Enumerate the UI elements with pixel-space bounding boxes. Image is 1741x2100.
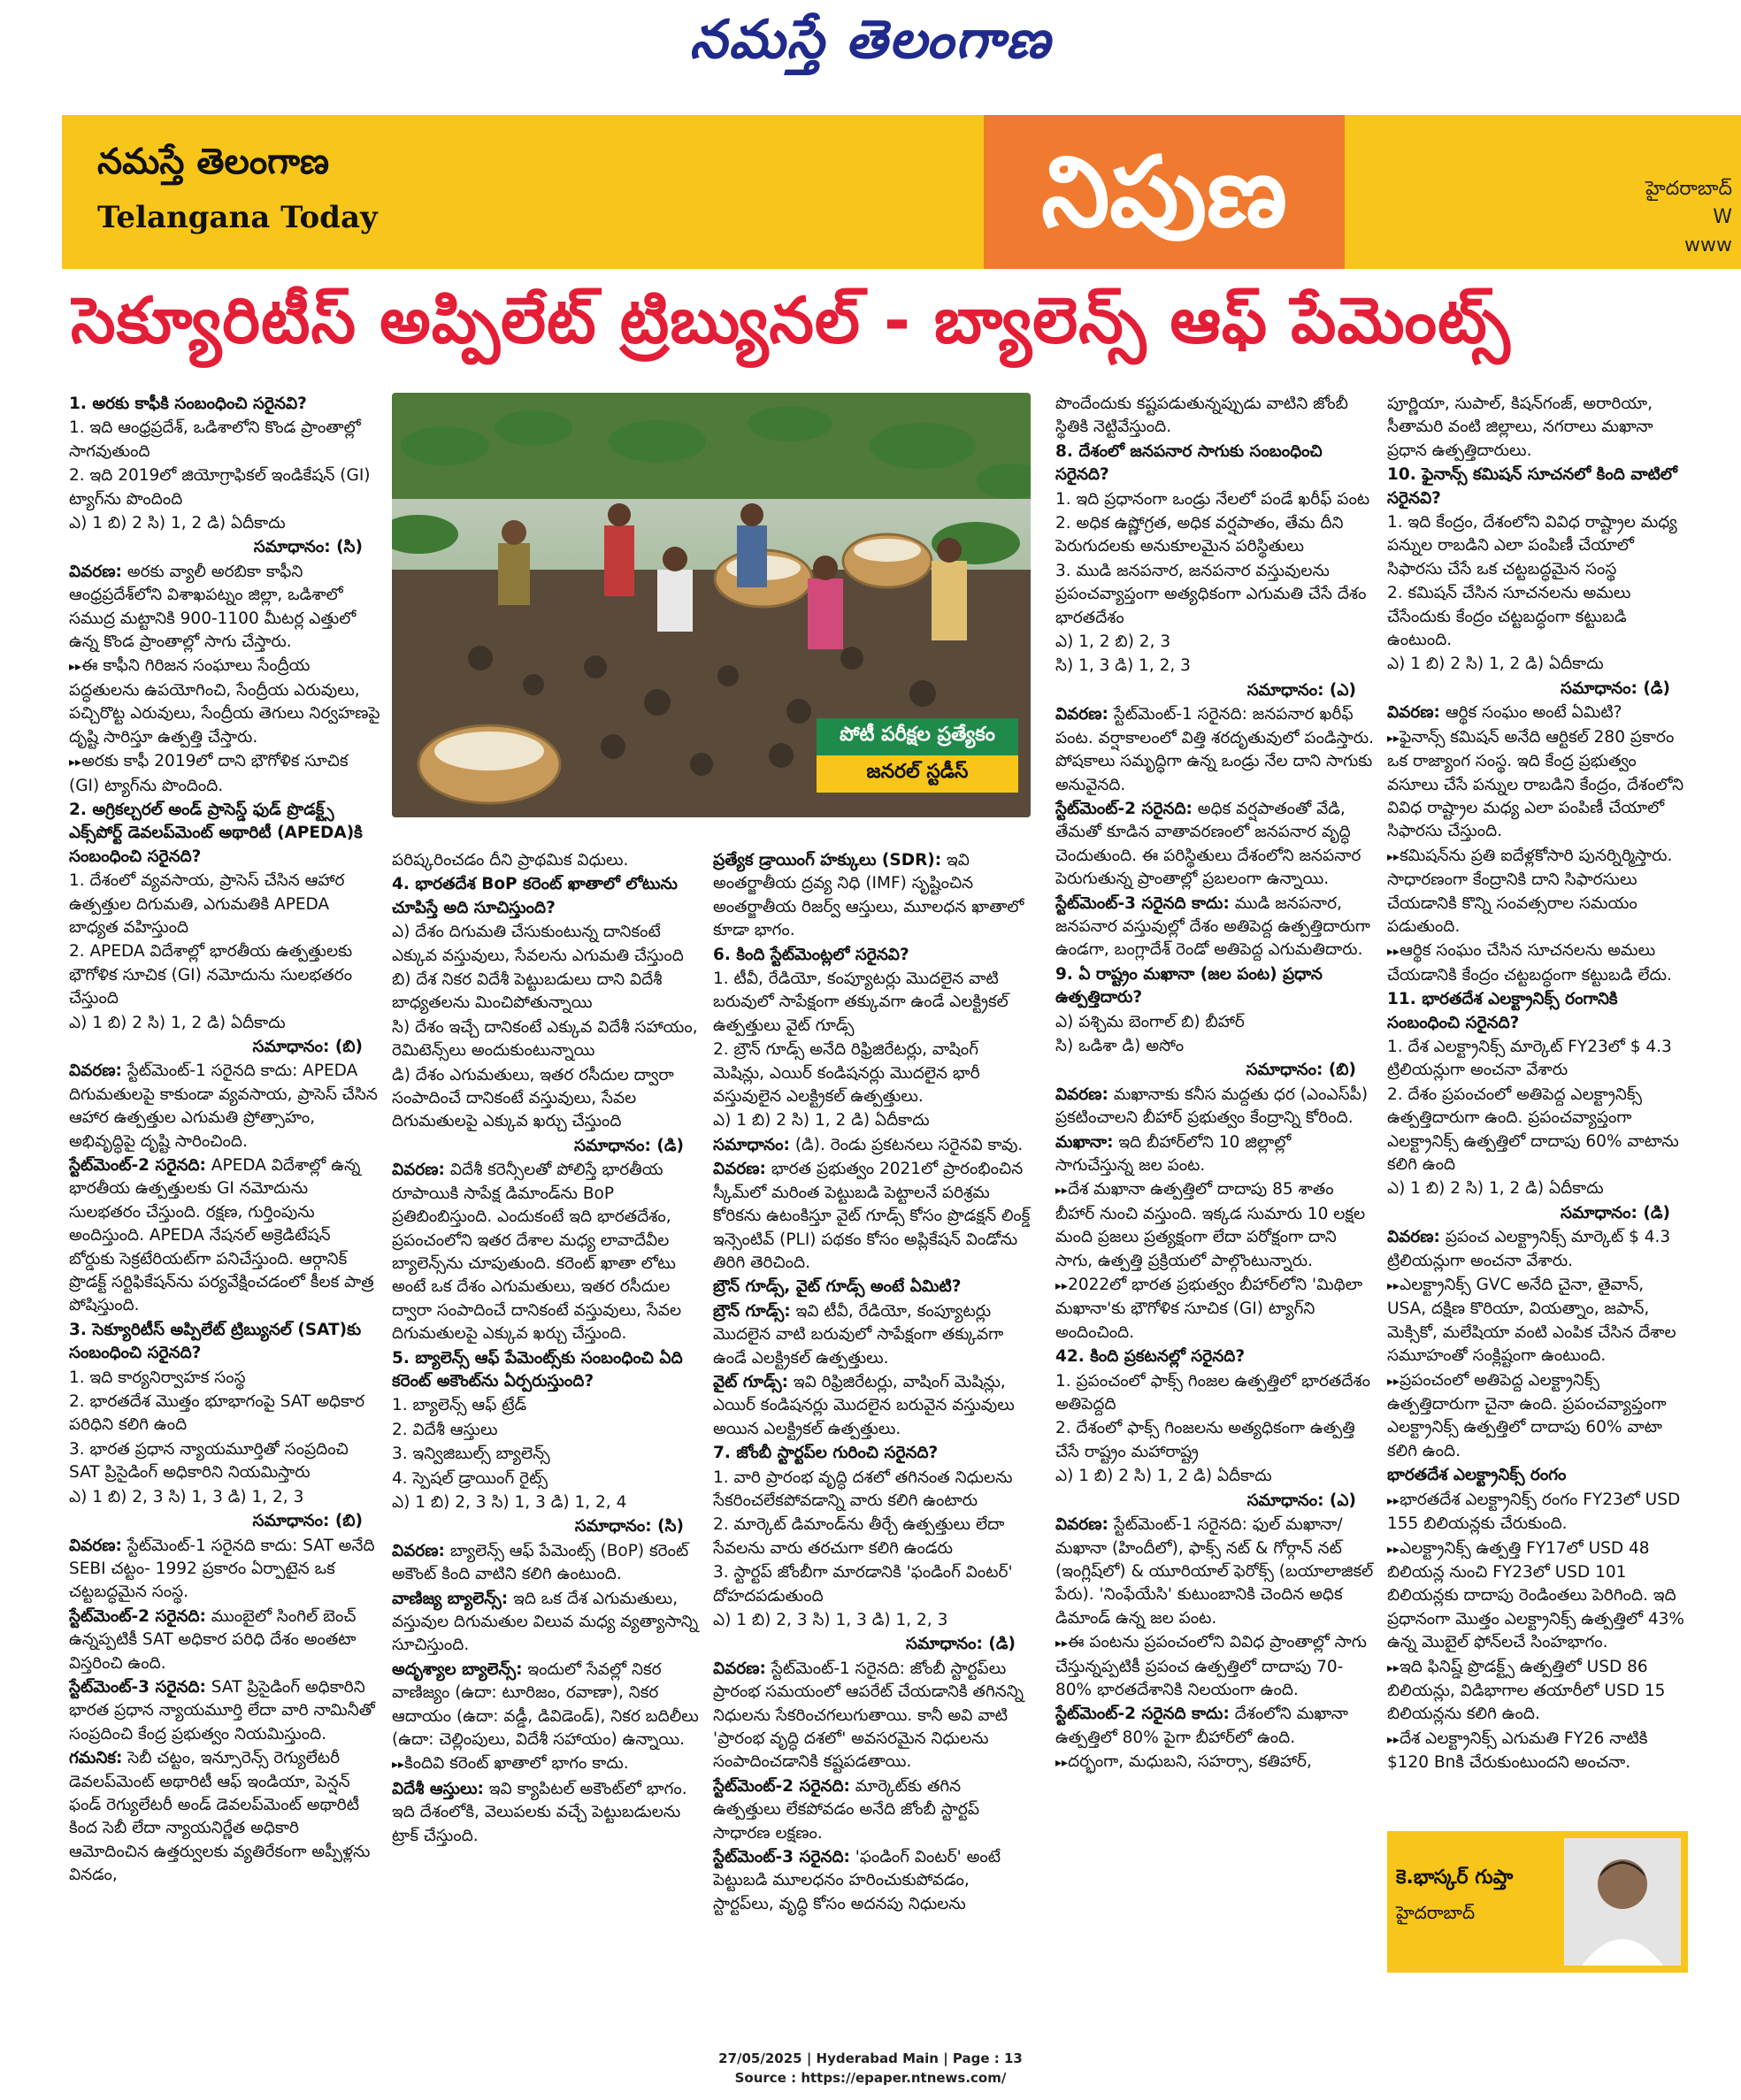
text-line: పరిష్కరించడం దీని ప్రాథమిక విధులు. (392, 851, 629, 870)
text-line: 2. ఇది 2019లో జియోగ్రాఫికల్ ఇండికేషన్ (GI) ట్యాగ్‌ను పొందింది (69, 466, 371, 509)
question: 8. దేశంలో జనపనార సాగుకు సంబంధించి సరైనది? (1055, 441, 1323, 485)
brand-english: Telangana Today (97, 200, 378, 235)
bullet-point: ▸▸ కిందివి కరెంట్ ఖాతాలో భాగం కాదు. (392, 1752, 702, 1776)
explanation (1055, 1514, 1374, 1630)
text-line: ఎ) 1 బి) 2 సి) 1, 2 డి) ఏదీకాదు (1055, 1467, 1272, 1486)
label-text: భారత ప్రభుత్వం 2021లో ప్రారంభించిన స్కీమ్‌లో మరింత పెట్టుబడి పెట్టాలనే పరిశ్రమ కోరికను ఉటంకిస్తూ వైట్ గూడ్స్ కోసం ప్రొడక్షన్ లింక్డ్ ఇన్సెంటివ్ (PLI) పథకం కోసం అప్లికేషన్ విండోను తిరిగి తెరిచింది. (713, 1160, 1031, 1272)
bullet-point: ▸▸ భారతదేశ ఎలక్ట్రానిక్స్ రంగం FY23లో USD 155 బిలియన్లకు చేరుకుంది. (1387, 1489, 1688, 1537)
label: వాణిజ్య బ్యాలెన్స్: (392, 1589, 509, 1608)
label: వివరణ: (713, 1160, 766, 1179)
question: 9. ఏ రాష్ట్రం మఖానా (జల పంట) ప్రధాన ఉత్పత్తిదారు? (1055, 964, 1323, 1008)
column-5 (1387, 393, 1688, 1808)
question: 42. కింది ప్రకటనల్లో సరైనది? (1055, 1347, 1246, 1367)
text-line: 1. ప్రపంచంలో ఫాక్స్ గింజల ఉత్పత్తిలో భారతదేశం అతిపెద్దది (1055, 1371, 1370, 1414)
explanation (1055, 893, 1374, 962)
label: వివరణ: (1055, 1515, 1108, 1535)
bullet-point: ▸▸ దర్భంగా, మధుబని, సహర్సా, కతిహార్, (1055, 1751, 1374, 1774)
question: 6. కింది స్టేట్‌మెంట్లలో సరైనవి? (713, 945, 909, 964)
text-line: 3. ఇన్విజిబుల్స్ బ్యాలెన్స్ (392, 1445, 550, 1464)
question: 11. భారతదేశ ఎలక్ట్రానిక్స్ రంగానికి సంబంధించి సరైనది? (1387, 990, 1618, 1032)
text-line: 2. అధిక ఉష్ణోగ్రత, అధిక వర్షపాతం, తేమ దీని పెరుగుదలకు అనుకూలమైన పరిస్థితులు (1055, 514, 1344, 556)
explanation (69, 1676, 380, 1746)
text-line: ఎ) 1 బి) 2, 3 సి) 1, 3 డి) 1, 2, 3 (69, 1487, 304, 1506)
section-name: నిపుణ (984, 115, 1345, 269)
label: వివరణ: (1387, 703, 1440, 723)
text-line: 1. దేశ ఎలక్ట్రానిక్స్ మార్కెట్ FY23లో $ 4.3 ట్రిలియన్లుగా అంచనా వేశారు (1387, 1037, 1672, 1080)
label: స్టేట్‌మెంట్-2 సరైనది: (1055, 799, 1193, 818)
explanation (713, 1134, 1033, 1157)
bullet-point: ▸▸ దేశ ఎలక్ట్రానిక్స్ ఎగుమతి FY26 నాటికి $120 Bnకి చేరుకుంటుందని అంచనా. (1387, 1728, 1688, 1775)
text-line: సి) 1, 3 డి) 1, 2, 3 (1055, 656, 1191, 676)
label-text: బ్యాలెన్స్ ఆఫ్ పేమెంట్స్ (BoP) కరెంట్ అకౌంట్ కింది వాటిని కలిగి ఉంటుంది. (392, 1541, 689, 1584)
text-line: సి) దేశం ఇచ్చే దానికంటే ఎక్కువ విదేశీ సహాయం, రెమిటెన్స్‌లు అందుకుంటున్నాయి (392, 1017, 698, 1061)
text-line: ఎ) 1 బి) 2 సి) 1, 2 డి) ఏదీకాదు (69, 514, 286, 533)
answer: సమాధానం: (ఎ) (1246, 680, 1356, 700)
brand-logos (97, 142, 378, 235)
column-1 (69, 393, 380, 1976)
label-text: స్టేట్‌మెంట్-1 సరైనది: జోంబీ స్టార్టప్‌లు ప్రారంభ సమయంలో ఆపరేట్ చేయడానికి తగినన్ని నిధులను సేకరించగలుగుతాయి. కానీ అవి వాటి 'ప్రారంభ వృద్ధి దశలో' అవసరమైన నిధులను సంపాదించడానికి కష్టపడతాయి. (713, 1659, 1024, 1772)
text-line: 1. దేశంలో వ్యవసాయ, ప్రాసెస్ చేసిన ఆహార ఉత్పత్తుల దిగుమతి, ఎగుమతికి APEDA బాధ్యత వహిస్తుంది (69, 871, 345, 937)
text-line: ఎ) 1 బి) 2, 3 సి) 1, 3 డి) 1, 2, 3 (713, 1611, 948, 1629)
headline: సెక్యూరిటీస్ అప్పిలేట్ ట్రిబ్యునల్ - బ్యాలెన్స్ ఆఫ్ పేమెంట్స్ (71, 283, 1511, 357)
text-line: 1. ఇది కేంద్రం, దేశంలోని వివిధ రాష్ట్రాల మధ్య పన్నుల రాబడిని ఎలా పంపిణీ చేయాలో సిఫారసు చేసే ఒక చట్టబద్ధమైన సంస్థ (1387, 513, 1677, 579)
photo-tag (817, 718, 1018, 793)
text-line: 2. బ్రౌన్ గూడ్స్ అనేది రిఫ్రిజిరేటర్లు, వాషింగ్ మెషిన్లు, ఎయిర్ కండిషనర్లు మొదలైన భారీ వస్తువులైన ఎలక్ట్రికల్ ఉత్పత్తులు. (713, 1040, 980, 1107)
label-text: స్టేట్‌మెంట్-1 సరైనది కాదు: APEDA దిగుమతులపై కాకుండా వ్యవసాయ, ప్రాసెస్ చేసిన ఆహార ఉత్పత్తుల ఎగుమతి ప్రోత్సాహం, అభివృద్ధిపై దృష్టి సారించింది. (69, 1061, 378, 1151)
label: అదృశ్యాల బ్యాలెన్స్: (392, 1659, 523, 1679)
explanation (713, 1158, 1033, 1275)
bullet-point: ▸▸ ఈ పంటను ప్రపంచంలోని వివిధ ప్రాంతాల్లో సాగు చేస్తున్నప్పటికీ ప్రపంచ ఉత్పత్తిలో దాదాపు 70-80% భారతదేశానికి నిలయంగా ఉంది. (1055, 1631, 1374, 1702)
label-text: విదేశీ కరెన్సీలతో పోలిస్తే భారతీయ రూపాయికి సాపేక్ష డిమాండ్‌ను BoP ప్రతిబింబిస్తుంది. ఎందుకంటే ఇది భారతదేశం, ప్రపంచంలోని ఇతర దేశాల మధ్య లావాదేవీల బ్యాలెన్స్‌ను చూపుతుంది. కరెంట్ ఖాతా లోటు అంటే ఒక దేశం ఎగుమతులు, ఇతర రసీదుల ద్వారా సంపాదించే దానికంటే వస్తువులు, సేవల దిగుమతులపై ఎక్కువ ఖర్చు చేస్తుంది. (392, 1161, 682, 1344)
text-line: 3. స్టార్టప్ జోంబీగా మారడానికి 'ఫండింగ్ వింటర్' దోహదపడుతుంది (713, 1563, 1013, 1606)
label-text: ఇవి అంతర్జాతీయ ద్రవ్య నిధి (IMF) సృష్టించిన అంతర్జాతీయ రిజర్వ్ ఆస్తులు, మూలధన ఖాతాలో కూడా భాగం. (713, 851, 1024, 940)
label-text: దేశంలోని మఖానా ఉత్పత్తిలో 80% పైగా బీహార్‌లో ఉంది. (1055, 1705, 1348, 1747)
label-text: ఆర్థిక సంఘం అంటే ఏమిటి? (1439, 703, 1622, 723)
label-text: ముంబైలో సింగిల్ బెంచ్ ఉన్నప్పటికీ SAT అధికార పరిధి దేశం అంతటా విస్తరించి ఉంది. (69, 1606, 357, 1673)
bullet-point: ▸▸ కమిషన్‌ను ప్రతి ఐదేళ్లకోసారి పునర్నిర్మిస్తారు. సాధారణంగా కేంద్రానికి దాని సిఫారసులు చేయడానికి కొన్ని సంవత్సరాల సమయం పడుతుంది. (1387, 845, 1688, 939)
explanation (713, 1300, 1033, 1370)
text-line: డి) దేశం ఎగుమతులు, ఇతర రసీదుల ద్వారా సంపాదించే దానికంటే వస్తువులు, సేవల దిగుమతులపై ఎక్కువ ఖర్చు చేస్తుంది (392, 1065, 674, 1131)
explanation (713, 1371, 1033, 1441)
label: వైట్ గూడ్స్: (713, 1372, 788, 1391)
text-line: 2. విదేశీ ఆస్తులు (392, 1420, 498, 1439)
text-line: ఎ) పశ్చిమ బెంగాల్ బి) బీహార్ (1055, 1012, 1245, 1031)
label: వివరణ: (69, 1061, 122, 1081)
text-line: ఎ) దేశం దిగుమతి చేసుకుంటున్న దానికంటే ఎక్కువ వస్తువులు, సేవలను ఎగుమతి చేస్తుంది (392, 923, 684, 965)
label: వివరణ: (1387, 1228, 1440, 1247)
text-line: ఎ) 1 బి) 2 సి) 1, 2 డి) ఏదీకాదు (713, 1111, 930, 1130)
label: విదేశీ ఆస్తులు: (392, 1779, 484, 1798)
explanation (69, 1606, 380, 1675)
explanation (713, 1775, 1033, 1845)
label-text: అధిక వర్షపాతంతో వేడి, తేమతో కూడిన వాతావరణంలో జనపనార వృద్ధి చెందుతుంది. ఈ పరిస్థితులు దేశంలోని జనపనార పెరుగుతున్న ప్రాంతాల్లో ప్రబలంగా ఉన్నాయి. (1055, 799, 1361, 889)
label-text: 'ఫండింగ్ వింటర్' అంటే పెట్టుబడి మూలధనం హరించుకుపోవడం, స్టార్టప్‌లు, వృద్ధి కోసం అదనపు నిధులను (713, 1848, 1001, 1913)
text-line: 2. దేశంలో ఫాక్స్ గింజలను అత్యధికంగా ఉత్పత్తి చేసే రాష్ట్రం మహారాష్ట్ర (1055, 1419, 1355, 1461)
author-box (1387, 1831, 1688, 1973)
explanation (392, 1659, 702, 1752)
answer: సమాధానం: (డి) (574, 1136, 684, 1155)
label: వివరణ: (392, 1161, 445, 1180)
question: 2. అగ్రికల్చరల్ అండ్ ప్రాసెస్డ్ ఫుడ్ ప్రొడక్ట్స్ ఎక్స్‌పోర్ట్ డెవలప్‌మెంట్ అథారిటీ (APEDA)కి సంబంధించి సరైనది? (69, 800, 363, 866)
explanation (392, 1778, 702, 1848)
answer: సమాధానం: (బి) (252, 1512, 363, 1531)
label-text: APEDA విదేశాల్లో ఉన్న భారతీయ ఉత్పత్తులకు GI నమోదును సులభతరం చేస్తుంది. రక్షణ, గుర్తింపును అందిస్తుంది. APEDA నేషనల్ అక్రెడిటేషన్ బోర్డుకు సెక్రటేరియట్‌గా పనిచేస్తుంది. ఆర్గానిక్ ప్రొడక్ట్ సర్టిఫికేషన్‌ను పర్యవేక్షించడంలో కీలక పాత్ర పోషిస్తుంది. (69, 1156, 374, 1315)
answer: సమాధానం: (ఎ) (1246, 1491, 1356, 1510)
label-text: స్టేట్‌మెంట్-1 సరైనది: ఫుల్ మఖానా/ మఖానా (హిందీలో), ఫాక్స్ నట్ & గోర్గాన్ నట్ (ఇంగ్లిష్‌లో) & యూరియాల్ ఫెరోక్స్ (బయాలాజికల్ పేరు). 'నింఫేయేసి' కుటుంబానికి చెందిన అధిక డిమాండ్ ఉన్న జల పంట. (1055, 1515, 1374, 1628)
label-text: స్టేట్‌మెంట్-1 సరైనది కాదు: SAT అనేది SEBI చట్టం- 1992 ప్రకారం ఏర్పాటైన ఒక చట్టబద్ధమైన సంస్థ. (69, 1536, 375, 1602)
explanation (392, 1159, 702, 1345)
text-line: 2. భారతదేశ మొత్తం భూభాగంపై SAT అధికార పరిధిని కలిగి ఉంది (69, 1392, 365, 1435)
bullet-point: ▸▸ ఫైనాన్స్ కమిషన్ అనేది ఆర్టికల్ 280 ప్రకారం ఒక రాజ్యాంగ సంస్థ. ఇది కేంద్ర ప్రభుత్వం వసూలు చేసే పన్నుల రాబడిని కేంద్రం, దేశంలోని వివిధ రాష్ట్రాల మధ్య ఎలా పంపిణీ చేయాలో సిఫారసు చేస్తుంది. (1387, 726, 1688, 844)
explanation (1055, 1703, 1374, 1750)
banner-right-text: హైదరాబాద్ W www (1645, 178, 1732, 257)
bullet-point: ▸▸ ఈ కాఫీని గిరిజన సంఘాలు సేంద్రీయ పద్ధతులను ఉపయోగించి, సేంద్రీయ ఎరువులు, పచ్చిరొట్ట ఎరువులు, సేంద్రీయ తెగులు నిర్వహణపై దృష్టి సారిస్తూ ఉత్పత్తి చేస్తారు. (69, 655, 380, 749)
column-3 (713, 849, 1033, 1977)
explanation (69, 1060, 380, 1153)
explanation (1055, 1084, 1374, 1130)
label: స్టేట్‌మెంట్-2 సరైనది: (713, 1776, 850, 1796)
answer: సమాధానం: (డి) (1561, 678, 1670, 698)
explanation (1387, 1226, 1688, 1273)
text-line: సి) ఒడిశా డి) అసోం (1055, 1036, 1185, 1055)
label: వివరణ: (1055, 1084, 1108, 1104)
text-line: ఎ) 1 బి) 2 సి) 1, 2 డి) ఏదీకాదు (1387, 1179, 1604, 1199)
bullet-point: ▸▸ ప్రపంచంలో అతిపెద్ద ఎలక్ట్రానిక్స్ ఉత్పత్తిదారుగా చైనా ఉంది. ప్రపంచవ్యాప్తంగా ఎలక్ట్రానిక్స్ ఉత్పత్తిలో దాదాపు 60% వాటా కలిగి ఉంది. (1387, 1369, 1688, 1464)
column-4 (1055, 393, 1374, 1976)
question: 4. భారతదేశ BoP కరెంట్ ఖాతాలో లోటును చూపిస్తే అది సూచిస్తుంది? (392, 875, 678, 917)
answer: సమాధానం: (డి) (1561, 1203, 1670, 1222)
text-line: బి) దేశ నికర విదేశీ పెట్టుబడులు దాని విదేశీ బాధ్యతలను మించిపోతున్నాయి (392, 970, 663, 1013)
answer: సమాధానం: (బి) (252, 1037, 363, 1056)
text-line: పొందేందుకు కష్టపడుతున్నప్పుడు వాటిని జోంబీ స్థితికి నెట్టివేస్తుంది. (1055, 395, 1348, 437)
answer: సమాధానం: (సి) (253, 538, 363, 557)
label: ప్రత్యేక డ్రాయింగ్ హక్కులు (SDR): (713, 851, 942, 870)
page-edge (1727, 265, 1741, 1946)
question: 10. ఫైనాన్స్ కమిషన్ సూచనలో కింది వాటిలో సరైనవి? (1387, 465, 1677, 508)
explanation (392, 1540, 702, 1587)
tag-general-studies: జనరల్ స్టడీస్ (817, 755, 1018, 793)
label-text: ఇవి క్యాపిటల్ అకౌంట్‌లో భాగం. ఇది దేశంలోకి, వెలుపలకు వచ్చే పెట్టుబడులను ట్రాక్ చేస్తుంది. (392, 1779, 687, 1845)
explanation (713, 1846, 1033, 1916)
text-line: 2. దేశం ప్రపంచంలో అతిపెద్ద ఎలక్ట్రానిక్స్ ఉత్పత్తిదారుగా ఉంది. ప్రపంచవ్యాప్తంగా ఎలక్ట్రానిక్స్ ఉత్పత్తిలో దాదాపు 60% వాటాను కలిగి ఉంది (1387, 1084, 1679, 1174)
label-text: మఖానాకు కనీస మద్దతు ధర (ఎంఎస్‌పీ) ప్రకటించాలని బీహార్ ప్రభుత్వం కేంద్రాన్ని కోరింది. (1055, 1084, 1369, 1128)
text-line: 1. ఇది ఆంధ్రప్రదేశ్, ఒడిశాలోని కొండ ప్రాంతాల్లో సాగవుతుంది (69, 418, 361, 461)
footer (0, 2049, 1741, 2088)
label: స్టేట్‌మెంట్-3 సరైనది: (713, 1848, 850, 1867)
label-text: ఇది ఒక దేశ ఎగుమతులు, వస్తువుల దిగుమతుల విలువ మధ్య వ్యత్యాసాన్ని సూచిస్తుంది. (392, 1589, 699, 1655)
answer: సమాధానం: (సి) (574, 1517, 684, 1537)
masthead-title: నమస్తే తెలంగాణ (689, 9, 1052, 71)
bullet-point: ▸▸ ఎలక్ట్రానిక్స్ GVC అనేది చైనా, తైవాన్, USA, దక్షిణ కొరియా, వియత్నాం, జపాన్, మెక్సికో, మలేషియా వంటి ఎంపిక చేసిన దేశాల సమూహంతో సంక్లిష్టంగా ఉంటుంది. (1387, 1274, 1688, 1368)
label: వివరణ: (69, 562, 122, 581)
explanation (69, 561, 380, 655)
author-city: హైదరాబాద్ (1396, 1902, 1476, 1923)
footer-date-line: 27/05/2025 | Hyderabad Main | Page : 13 (718, 2050, 1023, 2066)
explanation (1055, 703, 1374, 797)
text-line: 3. భారత ప్రధాన న్యాయమూర్తితో సంప్రదించి SAT ప్రిసైడింగ్ అధికారిని నియమిస్తారు (69, 1439, 349, 1483)
answer: సమాధానం: (డి) (906, 1635, 1016, 1654)
text-line: 2. మార్కెట్ డిమాండ్‌ను తీర్చే ఉత్పత్తులు లేదా సేవలను వారు తరచుగా కలిగి ఉండరు (713, 1515, 1005, 1558)
text-line: పూర్ణియా, సుపాల్, కిషన్‌గంజ్, అరారియా, సీతామరి వంటి జిల్లాలు, నగరాలు మఖానా ప్రధాన ఉత్పత్తిదారులు. (1387, 395, 1653, 460)
label: స్టేట్‌మెంట్-2 సరైనది కాదు: (1055, 1705, 1230, 1724)
label: గమనిక: (69, 1749, 123, 1768)
label-text: ప్రపంచ ఎలక్ట్రానిక్స్ మార్కెట్ $ 4.3 ట్రిలియన్లుగా అంచనా వేశారు. (1387, 1228, 1671, 1270)
label: మఖానా: (1055, 1132, 1114, 1152)
label-text: SAT ప్రిసైడింగ్ అధికారిని భారత ప్రధాన న్యాయమూర్తి లేదా వారి నామినీతో సంప్రదించి కేంద్ర ప్రభుత్వం నియమిస్తుంది. (69, 1677, 375, 1744)
label: వివరణ: (1055, 705, 1108, 724)
label-text: స్టేట్‌మెంట్-1 సరైనది: జనపనార ఖరీఫ్ పంట. వర్షాకాలంలో విత్తి శరదృతువులో పండిస్తారు. పోషకాలు సమృద్ధిగా ఉన్న ఒండ్రు నేల దాని సాగుకు అనువైనది. (1055, 705, 1374, 794)
label-text: ముడి జనపనార, జనపనార వస్తువుల్లో దేశం అతిపెద్ద ఉత్పత్తిదారుగా ఉండగా, బంగ్లాదేశ్ రెండో అతిపెద్ద ఎగుమతిదారు. (1055, 893, 1370, 960)
label-text: మార్కెట్‌కు తగిన ఉత్పత్తులు లేకపోవడం అనేది జోంబీ స్టార్టప్ సాధారణ లక్షణం. (713, 1776, 979, 1843)
section-banner (62, 115, 1741, 269)
label: స్టేట్‌మెంట్-3 సరైనది: (69, 1677, 206, 1697)
text-line: 1. వారి ప్రారంభ వృద్ధి దశలో తగినంత నిధులను సేకరించలేకపోవడాన్ని వారు కలిగి ఉంటారు (713, 1468, 1013, 1510)
text-line: 1. ఇది కార్యనిర్వాహక సంస్థ (69, 1368, 246, 1387)
text-line: ఎ) 1 బి) 2, 3 సి) 1, 3 డి) 1, 2, 4 (392, 1492, 627, 1512)
brand-telugu: నమస్తే తెలంగాణ (97, 142, 330, 182)
bullet-point: ▸▸ 2022లో భారత ప్రభుత్వం బీహార్‌లోని 'మిథిలా మఖానా'కు భౌగోళిక సూచిక (GI) ట్యాగ్‌ని అందించింది. (1055, 1274, 1374, 1345)
label: స్టేట్‌మెంట్-2 సరైనది: (69, 1156, 206, 1175)
column-2 (392, 849, 702, 1977)
bullet-point: ▸▸ ఆర్థిక సంఘం చేసిన సూచనలను అమలు చేయడానికి కేంద్రం చట్టబద్ధంగా కట్టుబడి లేదు. (1387, 939, 1688, 987)
answer: సమాధానం: (బి) (1246, 1061, 1356, 1080)
bullet-point: ▸▸ దేశ మఖానా ఉత్పత్తిలో దాదాపు 85 శాతం బీహార్ నుంచి వస్తుంది. ఇక్కడ సుమారు 10 లక్షల మంది ప్రజలు ప్రత్యక్షంగా లేదా పరోక్షంగా దాని సాగు, ఉత్పత్తి ప్రక్రియలో పాల్గొంటున్నారు. (1055, 1178, 1374, 1273)
explanation (69, 1535, 380, 1605)
question: 5. బ్యాలెన్స్ ఆఫ్ పేమెంట్స్‌కు సంబంధించి ఏది కరెంట్ అకౌంట్‌ను ఏర్పరుస్తుంది? (392, 1348, 683, 1391)
explanation (69, 1747, 380, 1887)
text-line: 2. కమిషన్ చేసిన సూచనలను అమలు చేసేందుకు కేంద్రం చట్టబద్ధంగా కట్టుబడి ఉంటుంది. (1387, 584, 1631, 650)
avatar-icon (1564, 1838, 1681, 1966)
text-line: 4. స్పెషల్ డ్రాయింగ్ రైట్స్ (392, 1468, 548, 1488)
tag-competitive-exams: పోటీ పరీక్షల ప్రత్యేకం (817, 718, 1018, 755)
text-line: ఎ) 1 బి) 2 సి) 1, 2 డి) ఏదీకాదు (69, 1013, 286, 1032)
label-text: ఇందులో సేవల్లో నికర వాణిజ్యం (ఉదా: టూరిజం, రవాణా), నికర ఆదాయం (ఉదా: వడ్డీ, డివిడెండ్), నికర బదిలీలు (ఉదా: చెల్లింపులు, విదేశీ సహాయం) ఉన్నాయి. (392, 1659, 699, 1750)
bullet-point: ▸▸ ఇది ఫినిష్డ్ ప్రొడక్ట్స్ ఉత్పత్తిలో USD 86 బిలియన్లు, విడిభాగాల తయారీలో USD 15 బిలియన్లను కలిగి ఉంది. (1387, 1656, 1688, 1727)
author-name: కె.భాస్కర్ గుప్తా (1396, 1866, 1514, 1889)
explanation (69, 1154, 380, 1318)
explanation (1055, 798, 1374, 892)
question: 3. సెక్యూరిటీస్ అప్పిలేట్ ట్రిబ్యునల్ (SAT)కు సంబంధించి సరైనది? (69, 1320, 362, 1363)
text-line: 2. APEDA విదేశాల్లో భారతీయ ఉత్పత్తులకు భౌగోళిక సూచిక (GI) నమోదును సులభతరం చేస్తుంది (69, 942, 353, 1008)
text-line: 1. టీవీ, రేడియో, కంప్యూటర్లు మొదలైన వాటి బరువులో సాపేక్షంగా తక్కువగా ఉండే ఎలక్ట్రికల్ ఉత్పత్తులు వైట్ గూడ్స్ (713, 970, 1009, 1035)
label-text: ఇవి టీవీ, రేడియో, కంప్యూటర్లు మొదలైన వాటి బరువులో సాపేక్షంగా తక్కువగా ఉండే ఎలక్ట్రికల్ ఉత్పత్తులు. (713, 1301, 1004, 1368)
explanation (1055, 1131, 1374, 1178)
text-line: ఎ) 1, 2 బి) 2, 3 (1055, 632, 1171, 652)
label-text: ఇది బీహార్‌లోని 10 జిల్లాల్లో సాగుచేస్తున్న జల పంట. (1055, 1132, 1292, 1175)
footer-source-line: Source : https://epaper.ntnews.com/ (734, 2070, 1007, 2086)
text-line: 1. ఇది ప్రధానంగా ఒండ్రు నేలలో పండే ఖరీఫ్ పంట (1055, 489, 1370, 509)
author-photo (1564, 1838, 1681, 1966)
label: స్టేట్‌మెంట్-2 సరైనది: (69, 1606, 206, 1626)
label: స్టేట్‌మెంట్-3 సరైనది కాదు: (1055, 893, 1230, 913)
label: వివరణ: (713, 1659, 766, 1678)
text-line: 3. ముడి జనపనార, జనపనార వస్తువులను ప్రపంచవ్యాప్తంగా అత్యధికంగా ఎగుమతి చేసే దేశం భారతదేశం (1055, 561, 1367, 627)
text-line: 1. బ్యాలెన్స్ ఆఫ్ ట్రేడ్ (392, 1396, 527, 1415)
explanation (392, 1588, 702, 1658)
question: బ్రౌన్ గూడ్స్, వైట్ గూడ్స్ అంటే ఏమిటి? (713, 1277, 962, 1297)
label-text: ఇవి రిఫ్రిజిరేటర్లు, వాషింగ్ మెషిన్లు, ఎయిర్ కండిషనర్లు మొదలైన బరువైన వస్తువులు అయిన ఎలక్ట్రికల్ ఉత్పత్తులు. (713, 1372, 1015, 1438)
explanation (713, 849, 1033, 943)
question: భారతదేశ ఎలక్ట్రానిక్స్ రంగం (1387, 1466, 1567, 1485)
masthead (0, 0, 1741, 88)
label: వివరణ: (69, 1536, 122, 1555)
question: 7. జోంబీ స్టార్టప్‌ల గురించి సరైనది? (713, 1444, 939, 1463)
explanation (1387, 701, 1688, 724)
question: 1. అరకు కాఫీకి సంబంధించి సరైనవి? (69, 395, 307, 413)
label: వివరణ: (392, 1541, 445, 1560)
explanation (713, 1658, 1033, 1774)
label-text: సెబీ చట్టం, ఇన్సూరెన్స్ రెగ్యులేటరీ డెవలప్‌మెంట్ అథారిటీ ఆఫ్ ఇండియా, పెన్షన్ ఫండ్ రెగ్యులేటరీ అండ్ డెవలప్‌మెంట్ అథారిటీ కింద సెబీ లేదా న్యాయనిర్ణేత అధికారి ఆమోదించిన ఉత్తర్వులకు వ్యతిరేకంగా అప్పీళ్లను వినడం, (69, 1749, 371, 1885)
label-text: (డి). రెండు ప్రకటనలు సరైనవి కావు. (789, 1135, 1024, 1154)
label-text: అరకు వ్యాలీ అరబికా కాఫీని ఆంధ్రప్రదేశ్‌లోని విశాఖపట్నం జిల్లా, ఒడిశాలో సముద్ర మట్టానికి 900-1100 మీటర్ల ఎత్తులో ఉన్న కొండ ప్రాంతాల్లో సాగు చేస్తారు. (69, 562, 357, 652)
bullet-point: ▸▸ అరకు కాఫీ 2019లో దాని భౌగోళిక సూచిక (GI) ట్యాగ్‌ను పొందింది. (69, 750, 380, 798)
label: బ్రౌన్ గూడ్స్: (713, 1301, 791, 1321)
text-line: ఎ) 1 బి) 2 సి) 1, 2 డి) ఏదీకాదు (1387, 655, 1604, 674)
bullet-point: ▸▸ ఎలక్ట్రానిక్స్ ఉత్పత్తి FY17లో USD 48 బిలియన్ల నుంచి FY23లో USD 101 బిలియన్లకు దాదాపు రెండింతలు పెరిగింది. ఇది ప్రధానంగా మొత్తం ఎలక్ట్రానిక్స్ ఉత్పత్తిలో 43% ఉన్న మొబైల్ ఫోన్‌లచే సింహభాగం. (1387, 1537, 1688, 1655)
label: సమాధానం: (713, 1135, 790, 1154)
